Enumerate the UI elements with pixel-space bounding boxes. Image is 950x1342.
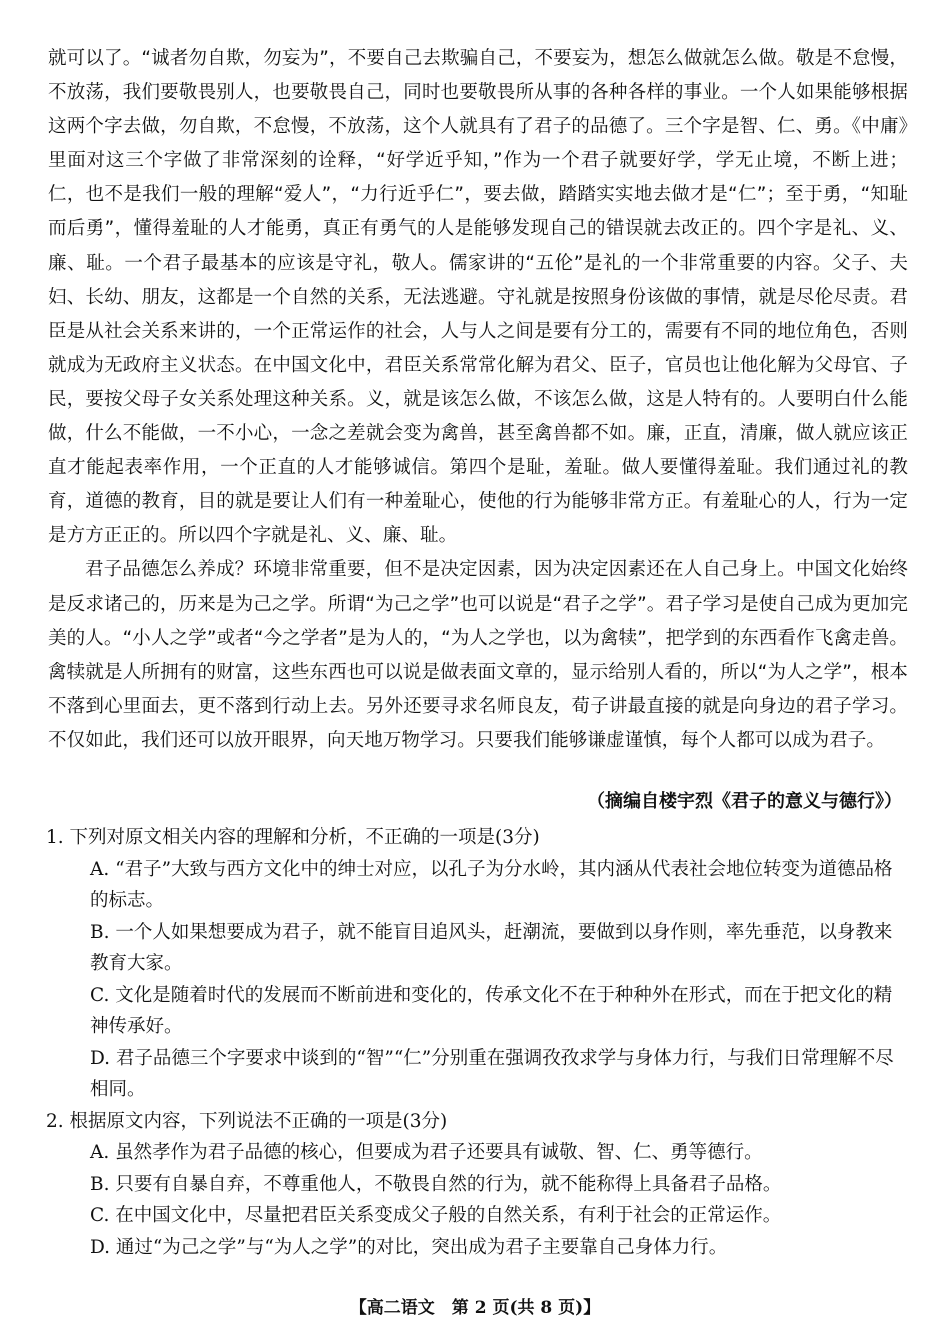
question-option: A. 虽然孝作为君子品德的核心，但要成为君子还要具有诚敬、智、仁、勇等德行。 [90,1142,763,1163]
question-option: B. 一个人如果想要成为君子，就不能盲目追风头，赶潮流，要做到以身作则，率先垂范，以身教来教育大家。 [90,921,893,974]
question-option: D. 君子品德三个字要求中谈到的“智”“仁”分别重在强调孜孜求学与身体力行，与我们日常理解不尽相同。 [90,1047,894,1100]
question-stem: 2. 根据原文内容，下列说法不正确的一项是(3分) [46,1110,448,1132]
question-option: D. 通过“为己之学”与“为人之学”的对比，突出成为君子主要靠自己身体力行。 [90,1236,728,1258]
question-2 [46,1106,908,1264]
question-stem: 1. 下列对原文相关内容的理解和分析，不正确的一项是(3分) [46,827,540,848]
question-option: C. 在中国文化中，尽量把君臣关系变成父子般的自然关系，有利于社会的正常运作。 [90,1205,782,1226]
reading-passage [48,42,908,758]
question-list [46,822,908,1263]
question-1 [46,822,908,1106]
question-option: B. 只要有自暴自弃，不尊重他人，不敬畏自然的行为，就不能称得上具备君子品格。 [90,1173,782,1195]
question-option: A. “君子”大致与西方文化中的绅士对应，以孔子为分水岭，其内涵从代表社会地位转变为道德品格的标志。 [90,858,893,911]
passage-paragraph-2: 君子品德怎么养成？环境非常重要，但不是决定因素，因为决定因素还在人自己身上。中国文化始终是反求诸己的，历来是为己之学。所谓“为己之学”也可以说是“君子之学”。君子学习是使自己成为更加完美的人。“小人之学”或者“今之学者”是为人的，“为人之学也，以为禽犊”，把学到的东西看作飞禽走兽。禽犊就是人所拥有的财富，这些东西也可以说是做表面文章的，显示给别人看的，所以“为人之学”，根本不落到心里面去，更不落到行动上去。另外还要寻求名师良友，荀子讲最直接的就是向身边的君子学习。不仅如此，我们还可以放开眼界，向天地万物学习。只要我们能够谦虚谨慎，每个人都可以成为君子。 [48,559,908,751]
page-footer: 【高二语文 第 2 页(共 8 页)】 [349,1298,601,1318]
question-option: C. 文化是随着时代的发展而不断前进和变化的，传承文化不在于种种外在形式，而在于把文化的精神传承好。 [90,984,893,1037]
passage-paragraph-1: 就可以了。“诚者勿自欺，勿妄为”，不要自己去欺骗自己，不要妄为，想怎么做就怎么做。敬是不怠慢，不放荡，我们要敬畏别人，也要敬畏自己，同时也要敬畏所从事的各种各样的事业。一个人如果能够根据这两个字去做，勿自欺，不怠慢，不放荡，这个人就具有了君子的品德了。三个字是智、仁、勇。《中庸》里面对这三个字做了非常深刻的诠释，“好学近乎知，”作为一个君子就要好学，学无止境，不断上进；仁，也不是我们一般的理解“爱人”，“力行近乎仁”，要去做，踏踏实实地去做才是“仁”；至于勇，“知耻而后勇”，懂得羞耻的人才能勇，真正有勇气的人是能够发现自己的错误就去改正的。四个字是礼、义、廉、耻。一个君子最基本的应该是守礼，敬人。儒家讲的“五伦”是礼的一个非常重要的内容。父子、夫妇、长幼、朋友，这都是一个自然的关系，无法逃避。守礼就是按照身份该做的事情，就是尽伦尽责。君臣是从社会关系来讲的，一个正常运作的社会，人与人之间是要有分工的，需要有不同的地位角色，否则就成为无政府主义状态。在中国文化中，君臣关系常常化解为君父、臣子，官员也让他化解为父母官、子民，要按父母子女关系处理这种关系。义，就是该怎么做，不该怎么做，这是人特有的。人要明白什么能做，什么不能做，一不小心，一念之差就会变为禽兽，甚至禽兽都不如。廉，正直，清廉，做人就应该正直才能起表率作用，一个正直的人才能够诚信。第四个是耻，羞耻。做人要懂得羞耻。我们通过礼的教育，道德的教育，目的就是要让人们有一种羞耻心，使他的行为能够非常方正。有羞耻心的人，行为一定是方方正正的。所以四个字就是礼、义、廉、耻。 [48,48,908,547]
passage-source: （摘编自楼宇烈《君子的意义与德行》） [587,791,902,812]
